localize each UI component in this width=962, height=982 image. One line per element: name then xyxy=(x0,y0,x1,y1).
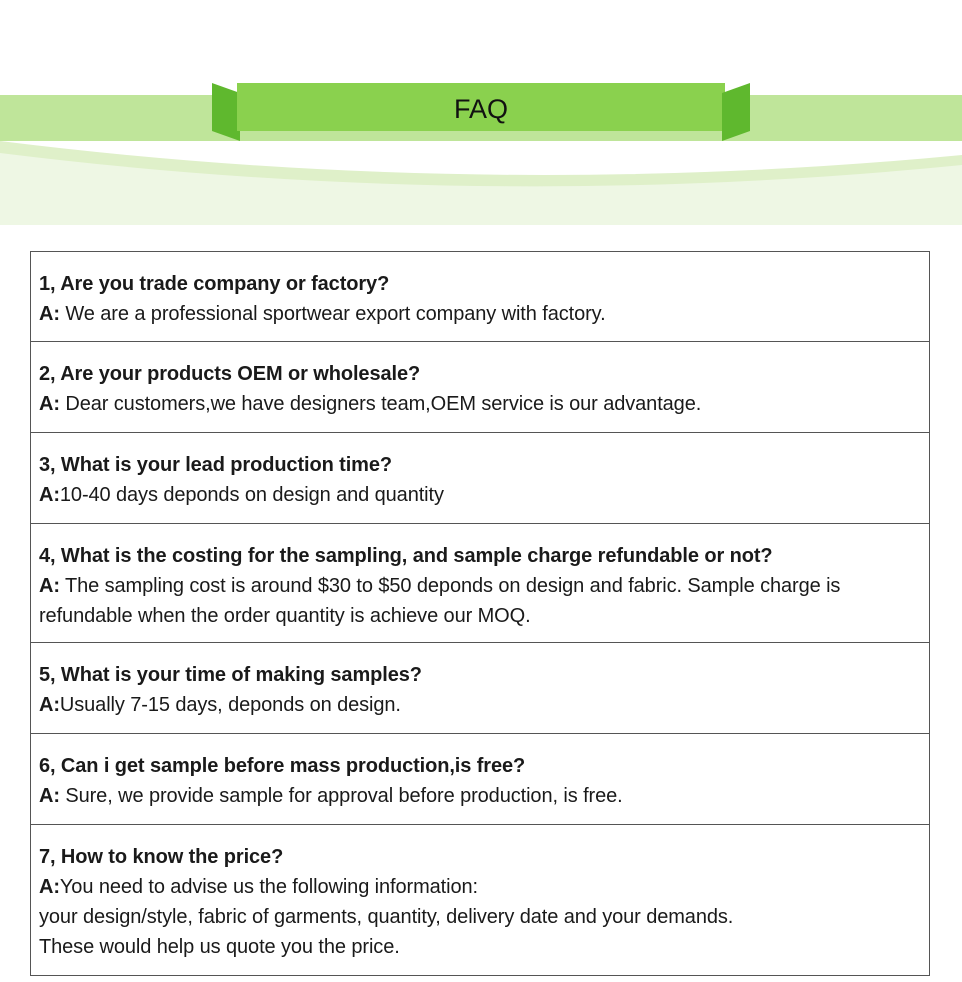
faq-item-1 xyxy=(31,252,929,341)
faq-question: 4, What is the costing for the sampling, and sample charge refundable or not? xyxy=(39,545,773,567)
faq-answer xyxy=(39,781,921,811)
faq-question: 7, How to know the price? xyxy=(39,846,284,868)
answer-label: A: xyxy=(39,393,60,415)
answer-label: A: xyxy=(39,303,60,325)
faq-answer xyxy=(39,299,921,329)
answer-line: These would help us quote you the price. xyxy=(39,936,400,958)
faq-item-7 xyxy=(31,824,929,975)
answer-text: Sure, we provide sample for approval before production, is free. xyxy=(59,785,623,807)
answer-text: 10-40 days deponds on design and quantity xyxy=(59,484,444,506)
answer-label: A: xyxy=(39,876,60,898)
banner-swoosh xyxy=(0,141,962,225)
answer-label: A: xyxy=(39,575,60,597)
answer-text: You need to advise us the following information: xyxy=(59,876,478,898)
faq-answer xyxy=(39,571,921,631)
ribbon-fold-left xyxy=(212,83,240,141)
faq-item-3 xyxy=(31,432,929,523)
faq-item-4 xyxy=(31,523,929,642)
faq-table xyxy=(30,251,930,976)
answer-label: A: xyxy=(39,694,60,716)
faq-question: 6, Can i get sample before mass production,is free? xyxy=(39,755,526,777)
faq-item-2 xyxy=(31,341,929,432)
faq-answer xyxy=(39,690,921,720)
answer-text: We are a professional sportwear export company with factory. xyxy=(59,303,606,325)
faq-question: 3, What is your lead production time? xyxy=(39,454,392,476)
faq-question: 2, Are your products OEM or wholesale? xyxy=(39,363,421,385)
answer-text: Dear customers,we have designers team,OEM service is our advantage. xyxy=(59,393,702,415)
faq-question: 1, Are you trade company or factory? xyxy=(39,273,390,295)
faq-banner xyxy=(0,0,962,230)
answer-label: A: xyxy=(39,785,60,807)
page-title: FAQ xyxy=(453,94,508,124)
faq-answer xyxy=(39,872,921,902)
faq-item-6 xyxy=(31,733,929,824)
answer-line: your design/style, fabric of garments, quantity, delivery date and your demands. xyxy=(39,906,734,928)
faq-item-5 xyxy=(31,642,929,733)
answer-text: Usually 7-15 days, deponds on design. xyxy=(59,694,401,716)
faq-answer xyxy=(39,389,921,419)
answer-text: The sampling cost is around $30 to $50 deponds on design and fabric. Sample charge is refundable when the order quantity is achieve our MOQ. xyxy=(39,575,841,627)
faq-answer xyxy=(39,480,921,510)
faq-question: 5, What is your time of making samples? xyxy=(39,664,422,686)
answer-label: A: xyxy=(39,484,60,506)
ribbon-fold-right xyxy=(722,83,750,141)
